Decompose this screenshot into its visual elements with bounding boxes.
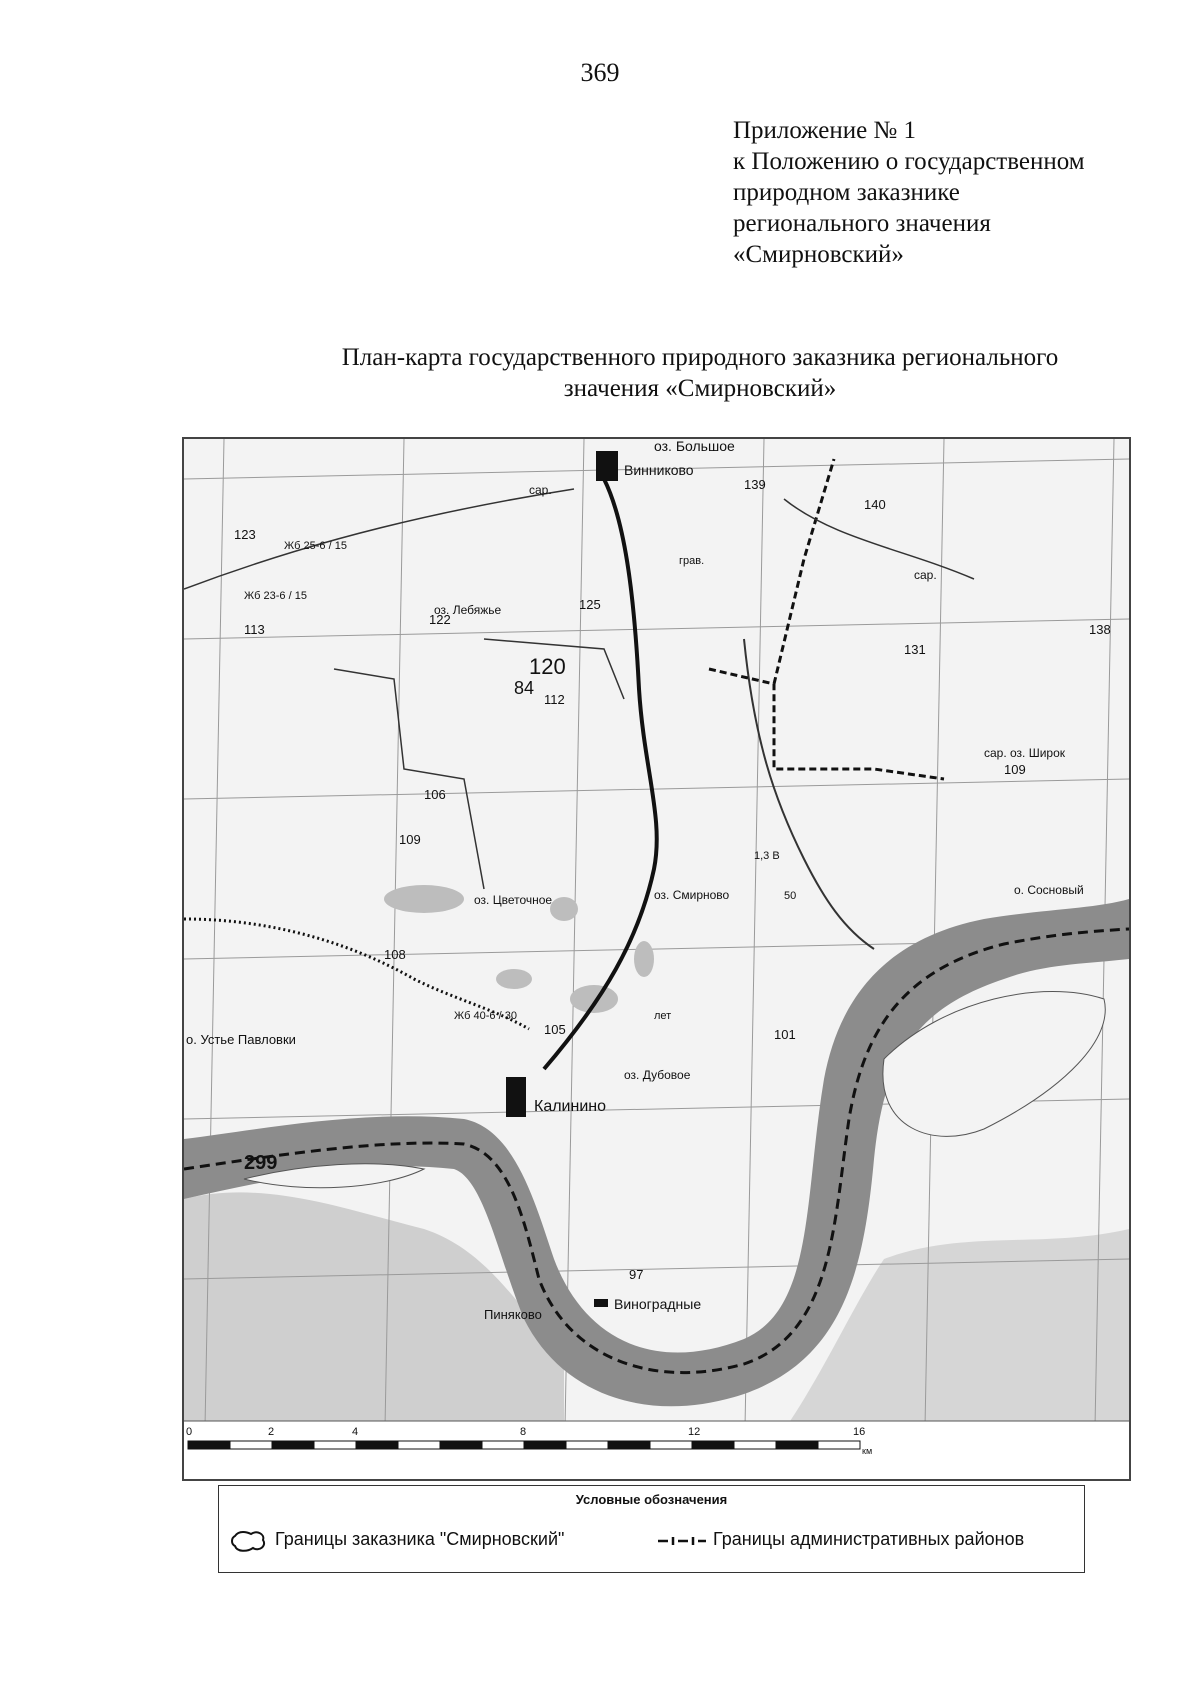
label-bolshoe: оз. Большое: [654, 439, 735, 454]
main-road: [544, 479, 657, 1069]
page-number: 369: [580, 58, 620, 87]
map-title-line: План-карта государственного природного заказника регионального: [341, 344, 1059, 371]
scale-segment: [776, 1441, 818, 1449]
scale-tick-label: 16: [853, 1426, 866, 1438]
road-label: сар.: [914, 568, 937, 582]
map-title: [250, 342, 1150, 404]
elevation-label: 112: [544, 692, 565, 707]
appendix-line: регионального значения: [733, 210, 991, 237]
elevation-label: 125: [579, 597, 601, 612]
elevation-label: 123: [234, 527, 256, 542]
scale-segment: [818, 1441, 860, 1449]
map-canvas: [184, 439, 1129, 1479]
appendix-line: «Смирновский»: [733, 241, 904, 268]
scale-segment: [398, 1441, 440, 1449]
scale-segment: [650, 1441, 692, 1449]
elevation-label: 105: [544, 1022, 566, 1037]
appendix-note: [733, 115, 1085, 270]
label-vinnikovo: Винниково: [624, 462, 694, 478]
scale-segment: [524, 1441, 566, 1449]
label-dubovoe: оз. Дубовое: [624, 1068, 691, 1082]
label-smirnovo: оз. Смирново: [654, 888, 730, 902]
scale-tick-label: 12: [688, 1426, 701, 1438]
elevation-label: 106: [424, 787, 446, 802]
scale-segment: [230, 1441, 272, 1449]
scale-tick-label: 0: [186, 1426, 193, 1438]
label-ust-pavlovka: о. Устье Павловки: [186, 1032, 296, 1047]
label-tsvetochnoe: оз. Цветочное: [474, 893, 553, 907]
elevation-label: 109: [1004, 762, 1026, 777]
scale-unit: км: [862, 1446, 873, 1456]
label-shirokoe: сар. оз. Широк: [984, 746, 1066, 760]
scale-segment: [272, 1441, 314, 1449]
creek-sarantse: [744, 639, 874, 949]
scale-tick-label: 8: [520, 1426, 527, 1438]
elevation-label: 120: [529, 654, 566, 679]
label-sosnovy: о. Сосновый: [1014, 883, 1084, 897]
elevation-label: 84: [514, 678, 535, 698]
scale-segment: [566, 1441, 608, 1449]
scale-segment: [482, 1441, 524, 1449]
label-kalinino: Калинино: [534, 1098, 606, 1115]
label-pinyakovo: Пиняково: [484, 1307, 542, 1322]
scale-segment: [734, 1441, 776, 1449]
elevation-label: 113: [244, 622, 265, 637]
scale-segment: [314, 1441, 356, 1449]
district-border-icon: [656, 1534, 708, 1548]
map-title-line: значения «Смирновский»: [563, 375, 837, 402]
legend-item-district: Границы административных районов: [713, 1529, 1025, 1549]
elevation-label: 139: [744, 477, 766, 492]
label-vinogradnye: Виноградные: [614, 1296, 702, 1312]
scale-segment: [356, 1441, 398, 1449]
elevation-label: 101: [774, 1027, 796, 1042]
road-label: 1,3 В: [754, 850, 780, 862]
elevation-label: 108: [384, 947, 406, 962]
elevation-label: 131: [904, 642, 926, 657]
road-label: лет: [654, 1010, 672, 1022]
road-label: Жб 25-6 / 15: [284, 540, 347, 552]
elevation-label: 299: [244, 1152, 278, 1174]
elevation-label: 138: [1089, 622, 1111, 637]
road-label: Жб 23-6 / 15: [244, 590, 307, 602]
appendix-line: природном заказнике: [733, 179, 960, 206]
scale-segment: [692, 1441, 734, 1449]
elevation-label: 140: [864, 497, 886, 512]
road-label: 50: [784, 890, 797, 902]
legend: [218, 1485, 1085, 1573]
legend-title: Условные обозначения: [575, 1492, 728, 1507]
elevation-label: 97: [629, 1267, 644, 1282]
label-lebyazhe: оз. Лебяжье: [434, 603, 502, 617]
elevation-label: 109: [399, 832, 421, 847]
appendix-line: к Положению о государственном: [733, 148, 1085, 175]
scale-segment: [608, 1441, 650, 1449]
reserve-boundary-icon: [229, 1528, 269, 1554]
scale-bar: [184, 1421, 1129, 1479]
road-label: Жб 40-6 / 30: [454, 1010, 517, 1022]
road-label: сар.: [529, 483, 552, 497]
legend-row: [229, 1526, 1079, 1556]
topographic-map: [182, 437, 1131, 1481]
elevation-label: 122: [429, 612, 451, 627]
reserve-boundary: [709, 459, 944, 779]
scale-tick-label: 2: [268, 1426, 275, 1438]
appendix-line: Приложение № 1: [733, 117, 917, 144]
scale-segment: [188, 1441, 230, 1449]
scale-segment: [440, 1441, 482, 1449]
scale-tick-label: 4: [352, 1426, 359, 1438]
legend-item-reserve: Границы заказника "Смирновский": [275, 1529, 565, 1549]
label-gravel: грав.: [679, 555, 705, 567]
